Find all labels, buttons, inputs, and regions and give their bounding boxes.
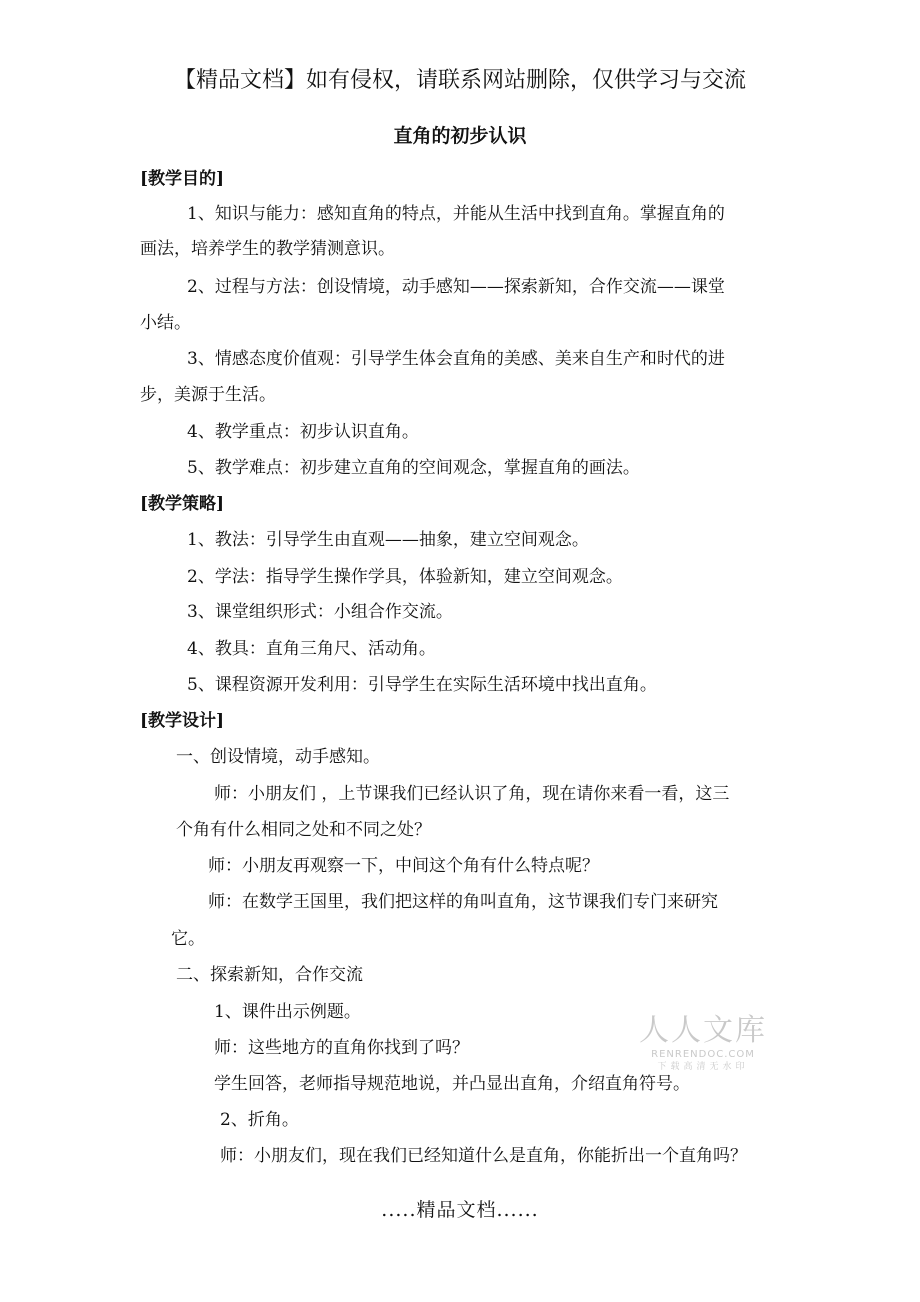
design-paragraph-10: 师：小朋友们，现在我们已经知道什么是直角，你能折出一个直角吗？ (220, 1146, 747, 1166)
design-paragraph-2-line-2: 个角有什么相同之处和不同之处？ (176, 820, 431, 840)
objective-2-line-2: 小结。 (140, 313, 191, 333)
objective-1-line-1: 1、知识与能力：感知直角的特点，并能从生活中找到直角。掌握直角的 (187, 204, 725, 224)
page-footer: .....精品文档...... (381, 1199, 539, 1221)
watermark-logo-text: 人人文库 (639, 1013, 767, 1048)
page-header-notice: 【精品文档】如有侵权，请联系网站删除，仅供学习与交流 (173, 68, 746, 93)
strategy-2: 2、学法：指导学生操作学具，体验新知，建立空间观念。 (187, 567, 623, 587)
design-item-2: 2、折角。 (220, 1110, 299, 1130)
design-paragraph-4-line-1: 师：在数学王国里，我们把这样的角叫直角，这节课我们专门来研究 (208, 892, 718, 912)
design-step-1: 一、创设情境，动手感知。 (176, 747, 380, 767)
design-step-2: 二、探索新知，合作交流 (176, 965, 363, 985)
design-paragraph-7: 师：这些地方的直角你找到了吗？ (214, 1038, 469, 1058)
strategy-4: 4、教具：直角三角尺、活动角。 (187, 639, 436, 659)
section-heading-strategy: [教学策略] (140, 494, 225, 514)
objective-3-line-1: 3、情感态度价值观：引导学生体会直角的美感、美来自生产和时代的进 (187, 349, 725, 369)
strategy-3: 3、课堂组织形式：小组合作交流。 (187, 602, 453, 622)
watermark-domain: RENRENDOC.COM (651, 1049, 755, 1060)
design-item-1: 1、课件出示例题。 (214, 1002, 361, 1022)
objective-3-line-2: 步，美源于生活。 (140, 385, 276, 405)
strategy-5: 5、课程资源开发利用：引导学生在实际生活环境中找出直角。 (187, 675, 657, 695)
strategy-1: 1、教法：引导学生由直观——抽象，建立空间观念。 (187, 530, 589, 550)
objective-4: 4、教学重点：初步认识直角。 (187, 422, 419, 442)
renrendoc-watermark (628, 1014, 778, 1073)
design-paragraph-2-line-1: 师：小朋友们 ，上节课我们已经认识了角，现在请你来看一看，这三 (214, 784, 730, 804)
section-heading-objectives: [教学目的] (140, 169, 225, 189)
design-paragraph-4-line-2: 它。 (171, 929, 205, 949)
section-heading-design: [教学设计] (140, 711, 225, 731)
document-title: 直角的初步认识 (393, 125, 527, 147)
watermark-tagline: 下载高清无水印 (657, 1062, 749, 1072)
design-paragraph-3: 师：小朋友再观察一下，中间这个角有什么特点呢？ (208, 856, 599, 876)
design-paragraph-8: 学生回答，老师指导规范地说，并凸显出直角，介绍直角符号。 (214, 1074, 690, 1094)
objective-1-line-2: 画法，培养学生的教学猜测意识。 (140, 239, 395, 259)
objective-2-line-1: 2、过程与方法：创设情境，动手感知——探索新知，合作交流——课堂 (187, 277, 725, 297)
objective-5: 5、教学难点：初步建立直角的空间观念，掌握直角的画法。 (187, 458, 640, 478)
